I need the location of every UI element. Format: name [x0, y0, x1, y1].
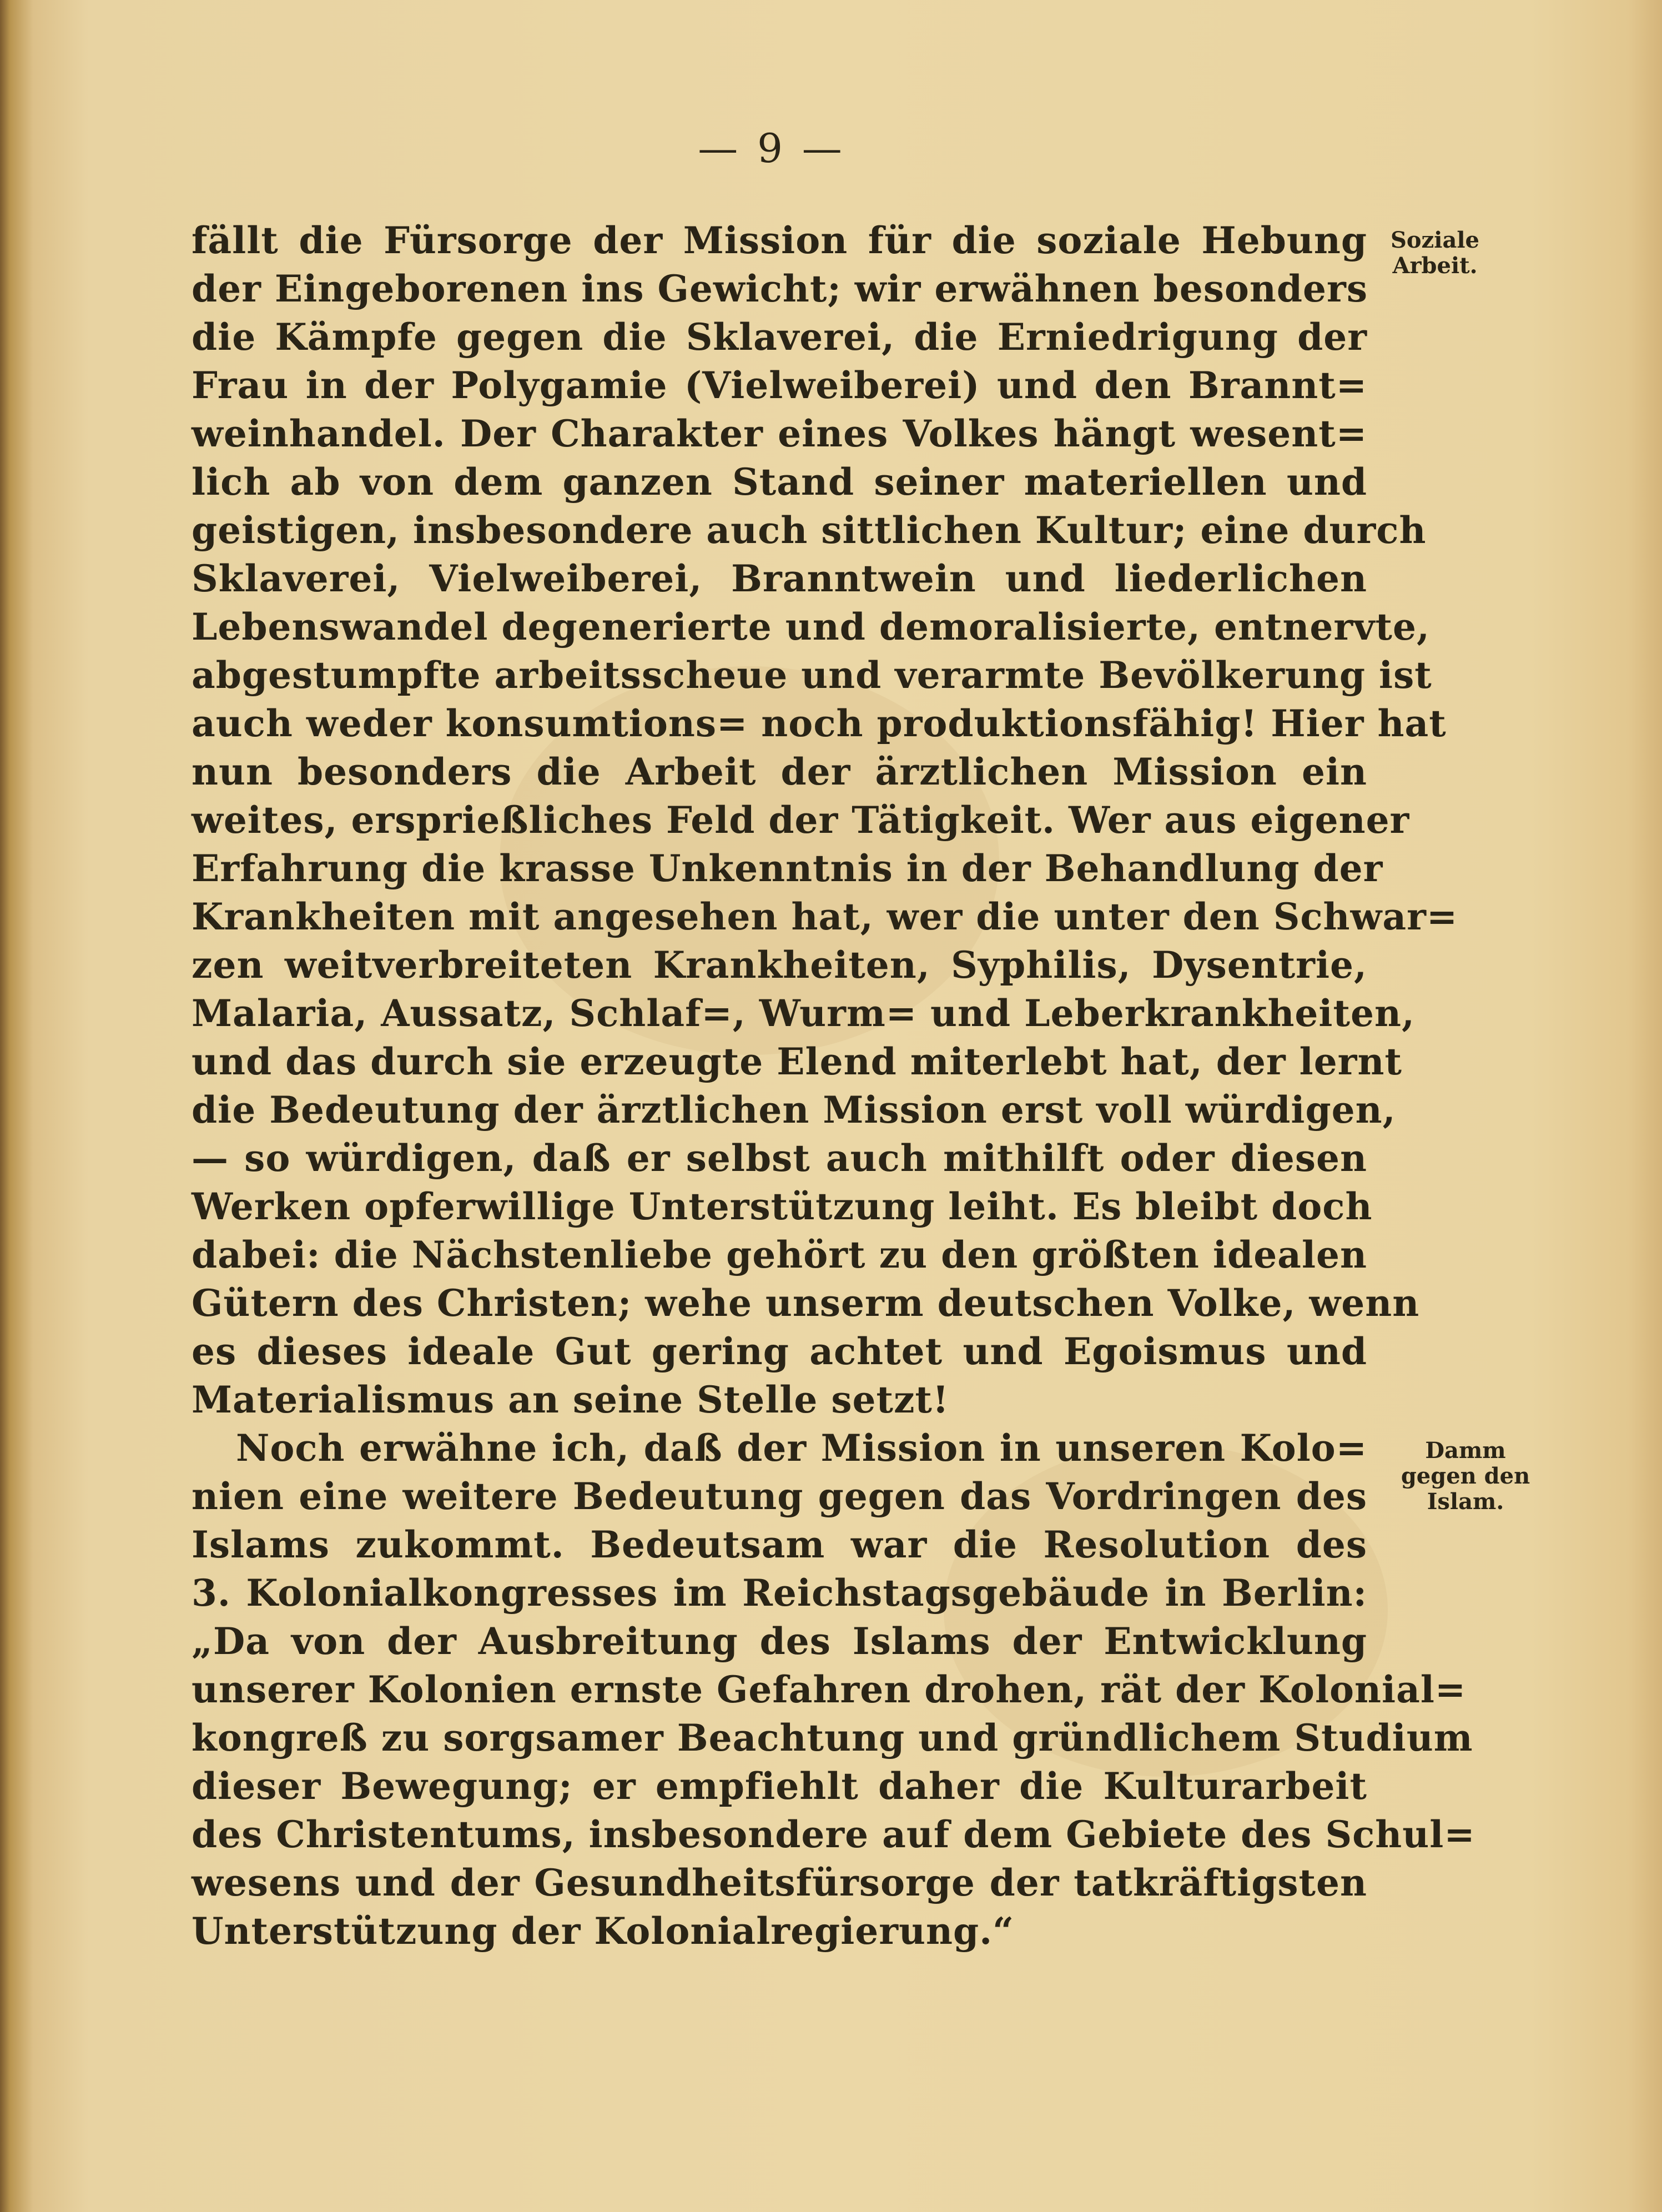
text-line: nun besonders die Arbeit der ärztlichen Mission ein: [192, 750, 1367, 793]
text-line: Werken opferwillige Unterstützung leiht. Es bleibt doch: [192, 1185, 1373, 1228]
text-line: der Eingeborenen ins Gewicht; wir erwähnen besonders: [192, 267, 1368, 310]
text-line: geistigen, insbesondere auch sittlichen Kultur; eine durch: [192, 509, 1427, 552]
text-line: dieser Bewegung; er empfiehlt daher die Kulturarbeit: [192, 1764, 1367, 1808]
text-line: Gütern des Christen; wehe unserm deutschen Volke, wenn: [192, 1281, 1420, 1325]
text-line: Malaria, Aussatz, Schlaf=, Wurm= und Leberkrankheiten,: [192, 992, 1415, 1035]
text-line: Lebenswandel degenerierte und demoralisierte, entnervte,: [192, 605, 1430, 648]
text-line: Sklaverei, Vielweiberei, Branntwein und liederlichen: [192, 557, 1367, 600]
margin-note-line: gegen den: [1401, 1463, 1530, 1489]
text-line: und das durch sie erzeugte Elend miterlebt hat, der lernt: [192, 1040, 1402, 1083]
text-line: unserer Kolonien ernste Gefahren drohen, rät der Kolonial=: [192, 1668, 1467, 1711]
text-line: „Da von der Ausbreitung des Islams der Entwicklung: [192, 1620, 1367, 1663]
text-line: kongreß zu sorgsamer Beachtung und gründlichem Studium: [192, 1716, 1473, 1759]
margin-note-line: Islam.: [1427, 1489, 1504, 1515]
text-line: Erfahrung die krasse Unkenntnis in der Behandlung der: [192, 847, 1383, 890]
text-line: die Kämpfe gegen die Sklaverei, die Erniedrigung der: [192, 315, 1367, 359]
text-line: — so würdigen, daß er selbst auch mithilft oder diesen: [192, 1137, 1367, 1180]
margin-note-soziale-arbeit: [1371, 228, 1499, 279]
margin-note-damm-gegen-islam: [1388, 1438, 1543, 1515]
page-number: — 9 —: [698, 125, 845, 172]
text-line: die Bedeutung der ärztlichen Mission erst voll würdigen,: [192, 1088, 1396, 1132]
text-line: wesens und der Gesundheitsfürsorge der tatkräftigsten: [192, 1861, 1367, 1904]
text-line: abgestumpfte arbeitsscheue und verarmte Bevölkerung ist: [192, 653, 1432, 697]
text-line: weites, ersprießliches Feld der Tätigkeit. Wer aus eigener: [192, 798, 1410, 842]
text-line: des Christentums, insbesondere auf dem Gebiete des Schul=: [192, 1813, 1475, 1856]
margin-note-line: Soziale: [1390, 227, 1480, 253]
text-line: fällt die Fürsorge der Mission für die soziale Hebung: [192, 219, 1367, 262]
text-line: weinhandel. Der Charakter eines Volkes hängt wesent=: [192, 412, 1367, 455]
text-line: zen weitverbreiteten Krankheiten, Syphilis, Dysentrie,: [192, 943, 1367, 987]
text-line: Frau in der Polygamie (Vielweiberei) und den Brannt=: [192, 364, 1367, 407]
text-line: dabei: die Nächstenliebe gehört zu den größten idealen: [192, 1233, 1367, 1276]
text-line: Materialismus an seine Stelle setzt!: [192, 1378, 949, 1421]
margin-note-line: Arbeit.: [1392, 253, 1478, 279]
text-line: Islams zukommt. Bedeutsam war die Resolution des: [192, 1523, 1367, 1566]
text-line: auch weder konsumtions= noch produktionsfähig! Hier hat: [192, 702, 1447, 745]
margin-note-line: Damm: [1425, 1437, 1506, 1464]
text-line: 3. Kolonialkongresses im Reichstagsgebäude in Berlin:: [192, 1571, 1367, 1615]
text-line: nien eine weitere Bedeutung gegen das Vordringen des: [192, 1475, 1367, 1518]
text-line: es dieses ideale Gut gering achtet und Egoismus und: [192, 1330, 1367, 1373]
text-line: Krankheiten mit angesehen hat, wer die unter den Schwar=: [192, 895, 1458, 938]
text-line: lich ab von dem ganzen Stand seiner materiellen und: [192, 460, 1367, 504]
text-line: Noch erwähne ich, daß der Mission in unseren Kolo=: [236, 1426, 1367, 1470]
text-line: Unterstützung der Kolonialregierung.“: [192, 1909, 1015, 1953]
